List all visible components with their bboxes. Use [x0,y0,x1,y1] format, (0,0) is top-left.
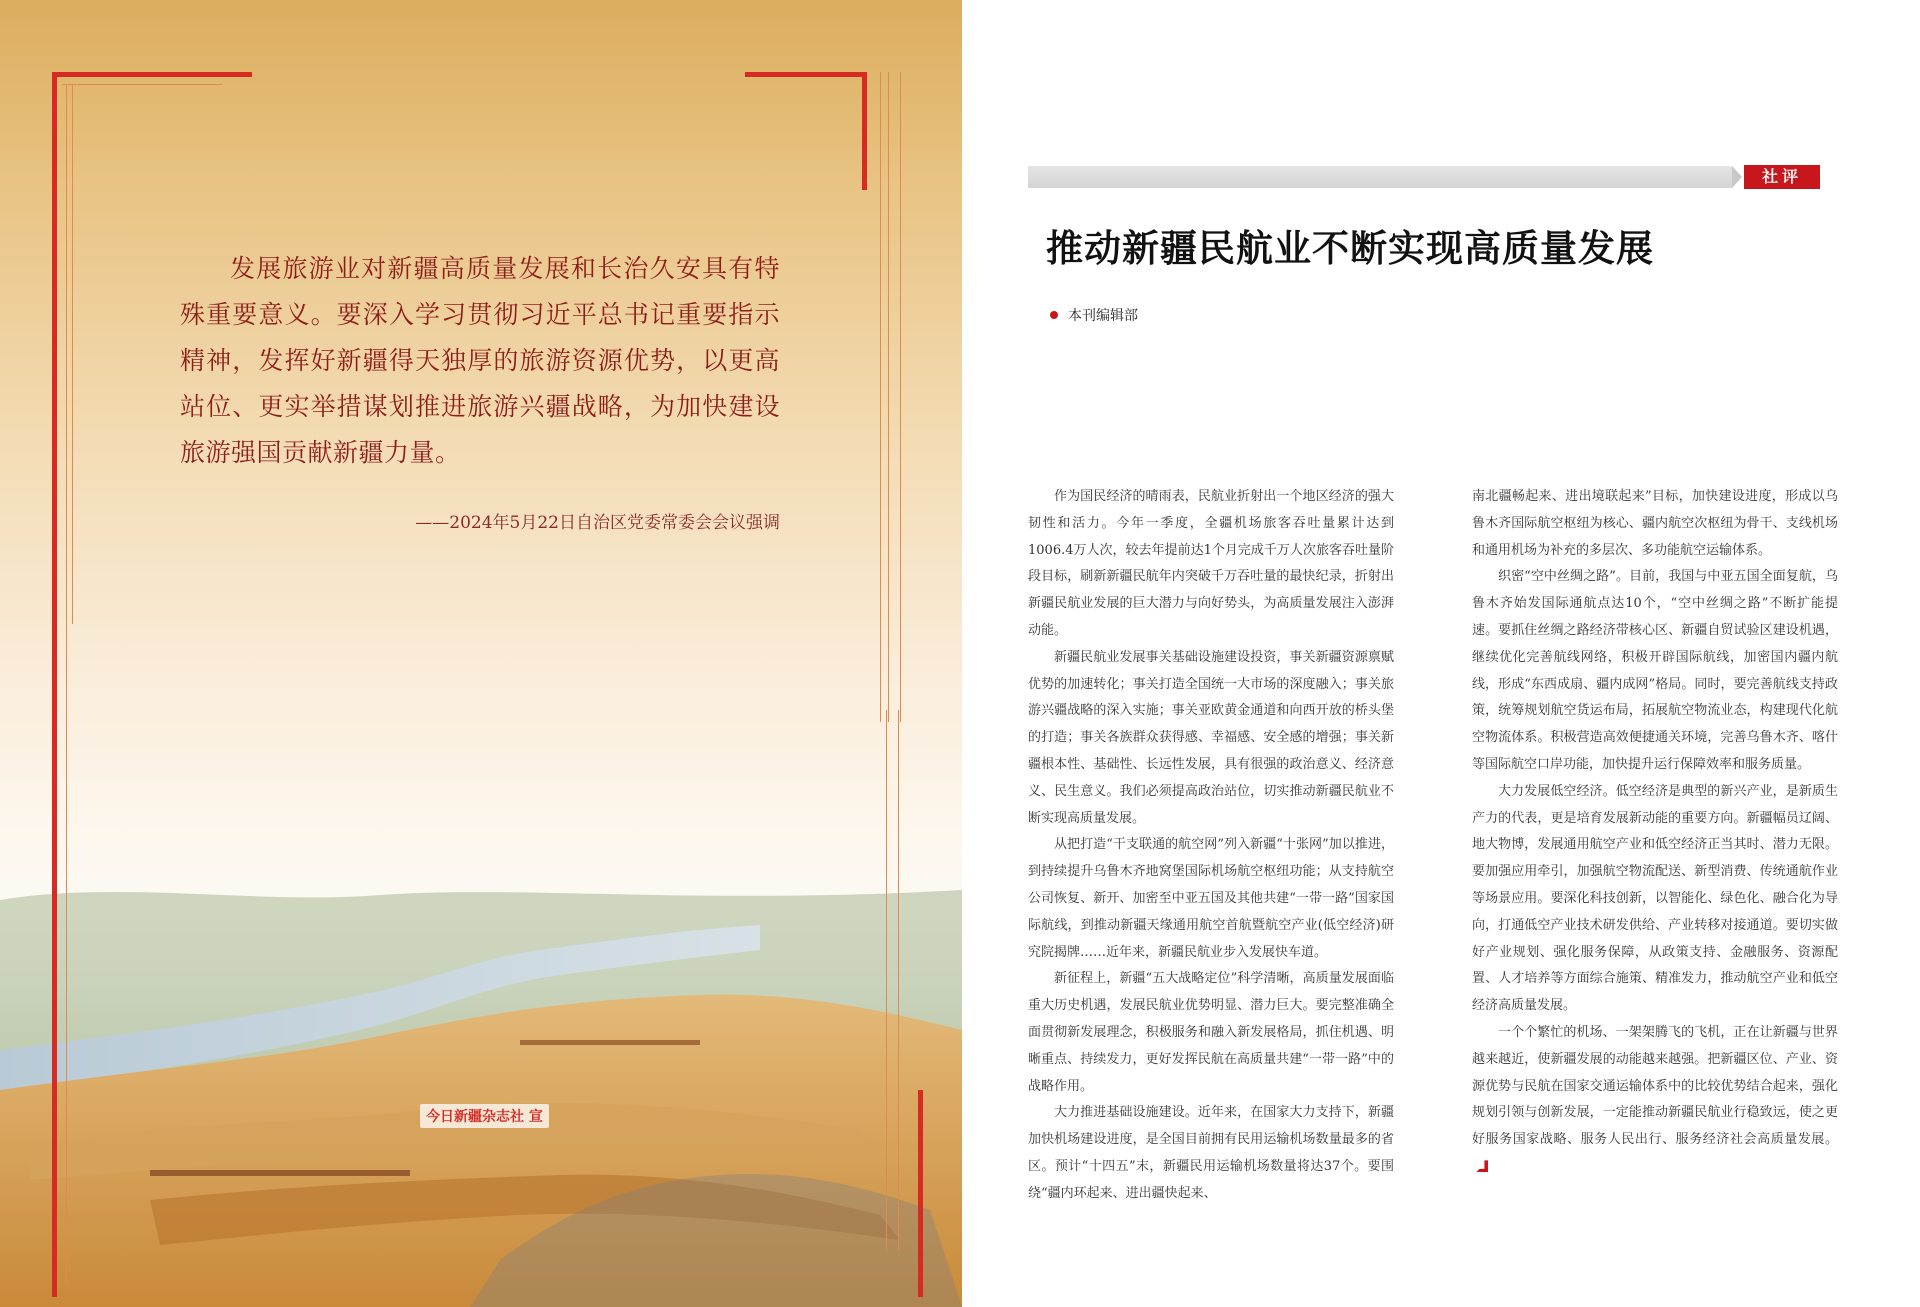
article-column-1 [1028,484,1394,1208]
paragraph-text: 一个个繁忙的机场、一架架腾飞的飞机，正在让新疆与世界越来越近，使新疆发展的动能越来越强。把新疆区位、产业、资源优势与民航在国家交通运输体系中的比较优势结合起来，强化规划引领与创新发展，一定能推动新疆民航业行稳致远，使之更好服务国家战略、服务人民出行、服务经济社会高质量发展。 [1472,1024,1838,1148]
frame-thin-inner-left [66,84,67,1284]
end-mark-icon [1476,1160,1488,1172]
frame-left [52,72,57,1297]
quote-block [180,246,780,476]
frame-right-lower [918,1090,923,1297]
frame-thin-inner-left2 [72,84,73,624]
frame-right-short [862,72,867,190]
byline [1050,305,1138,325]
paragraph: 大力推进基础设施建设。近年来，在国家大力支持下，新疆加快机场建设进度，是全国目前拥有民用运输机场数量最多的省区。预计“十四五”末，新疆民用运输机场数量将达37个。要围绕“疆内环起来、进出疆快起来、 [1028,1105,1394,1201]
frame-thin-right-3 [900,72,901,722]
frame-top-left [52,72,252,77]
author-name: 本刊编辑部 [1068,308,1138,324]
quote-text: 发展旅游业对新疆高质量发展和长治久安具有特殊重要意义。要深入学习贯彻习近平总书记重要指示精神，发挥好新疆得天独厚的旅游资源优势，以更高站位、更实举措谋划推进旅游兴疆战略，为加快建设旅游强国贡献新疆力量。 [180,254,780,467]
quote-source: ——2024年5月22日自治区党委常委会会议强调 [415,513,780,533]
publisher-logo: 今日新疆杂志社 宣 [420,1104,549,1128]
header-bar-arrow [1732,166,1742,188]
right-page [962,0,1920,1307]
frame-thin-right-5 [898,710,899,1250]
paragraph: 从把打造“干支联通的航空网”列入新疆“十张网”加以推进，到持续提升乌鲁木齐地窝堡国际机场航空枢纽功能；从支持航空公司恢复、新开、加密至中亚五国及其他共建“一带一路”国家国际航线，到推动新疆天缘通用航空首航暨航空产业(低空经济)研究院揭牌……近年来，新疆民航业步入发展快车道。 [1028,837,1394,960]
article-column-2 [1472,484,1838,1181]
paragraph: 新疆民航业发展事关基础设施建设投资，事关新疆资源禀赋优势的加速转化；事关打造全国统一大市场的深度融入；事关旅游兴疆战略的深入实施；事关亚欧黄金通道和向西开放的桥头堡的打造；事关各族群众获得感、幸福感、安全感的增强；事关新疆根本性、基础性、长远性发展，具有很强的政治意义、经济意义、民生意义。我们必须提高政治站位，切实推动新疆民航业不断实现高质量发展。 [1028,649,1394,826]
paragraph: 新征程上，新疆“五大战略定位”科学清晰，高质量发展面临重大历史机遇，发展民航业优势明显、潜力巨大。要完整准确全面贯彻新发展理念，积极服务和融入新发展格局，抓住机遇、明晰重点、持续发力，更好发挥民航在高质量共建“一带一路”中的战略作用。 [1028,971,1394,1094]
column-tag: 社评 [1744,165,1820,189]
paragraph-final [1472,1020,1838,1181]
frame-thin-inner-top [62,84,222,85]
frame-thin-right-2 [888,72,889,722]
frame-thin-right-1 [880,72,881,722]
paragraph-continued: 南北疆畅起来、进出境联起来”目标，加快建设进度，形成以乌鲁木齐国际航空枢纽为核心、疆内航空次枢纽为骨干、支线机场和通用机场为补充的多层次、多功能航空运输体系。 [1472,489,1838,558]
paragraph: 作为国民经济的晴雨表，民航业折射出一个地区经济的强大韧性和活力。今年一季度，全疆机场旅客吞吐量累计达到1006.4万人次，较去年提前达1个月完成千万人次旅客吞吐量阶段目标，刷新新疆民航年内突破千万吞吐量的最快纪录，折射出新疆民航业发展的巨大潜力与向好势头，为高质量发展注入澎湃动能。 [1028,489,1394,638]
paragraph: 大力发展低空经济。低空经济是典型的新兴产业，是新质生产力的代表，更是培育发展新动能的重要方向。新疆幅员辽阔、地大物博，发展通用航空产业和低空经济正当其时、潜力无限。要加强应用牵引，加强航空物流配送、新型消费、传统通航作业等场景应用。要深化科技创新，以智能化、绿色化、融合化为导向，打通低空产业技术研发供给、产业转移对接通道。要切实做好产业规划、强化服务保障，从政策支持、金融服务、资源配置、人才培养等方面综合施策、精准发力，推动航空产业和低空经济高质量发展。 [1472,783,1838,1014]
section-header-bar [1028,166,1732,188]
frame-top-right [745,72,865,77]
bullet-dot-icon [1050,311,1058,319]
frame-thin-right-4 [886,710,887,1250]
paragraph: 织密“空中丝绸之路”。目前，我国与中亚五国全面复航，乌鲁木齐始发国际通航点达10个，“空中丝绸之路”不断扩能提速。要抓住丝绸之路经济带核心区、新疆自贸试验区建设机遇，继续优化完善航线网络，积极开辟国际航线，加密国内疆内航线，形成“东西成扇、疆内成网”格局。同时，要完善航线支持政策，统筹规划航空货运布局，拓展航空物流业态，构建现代化航空物流体系。积极营造高效便捷通关环境，完善乌鲁木齐、喀什等国际航空口岸功能，加快提升运行保障效率和服务质量。 [1472,569,1838,772]
article-title: 推动新疆民航业不断实现高质量发展 [1046,227,1654,270]
